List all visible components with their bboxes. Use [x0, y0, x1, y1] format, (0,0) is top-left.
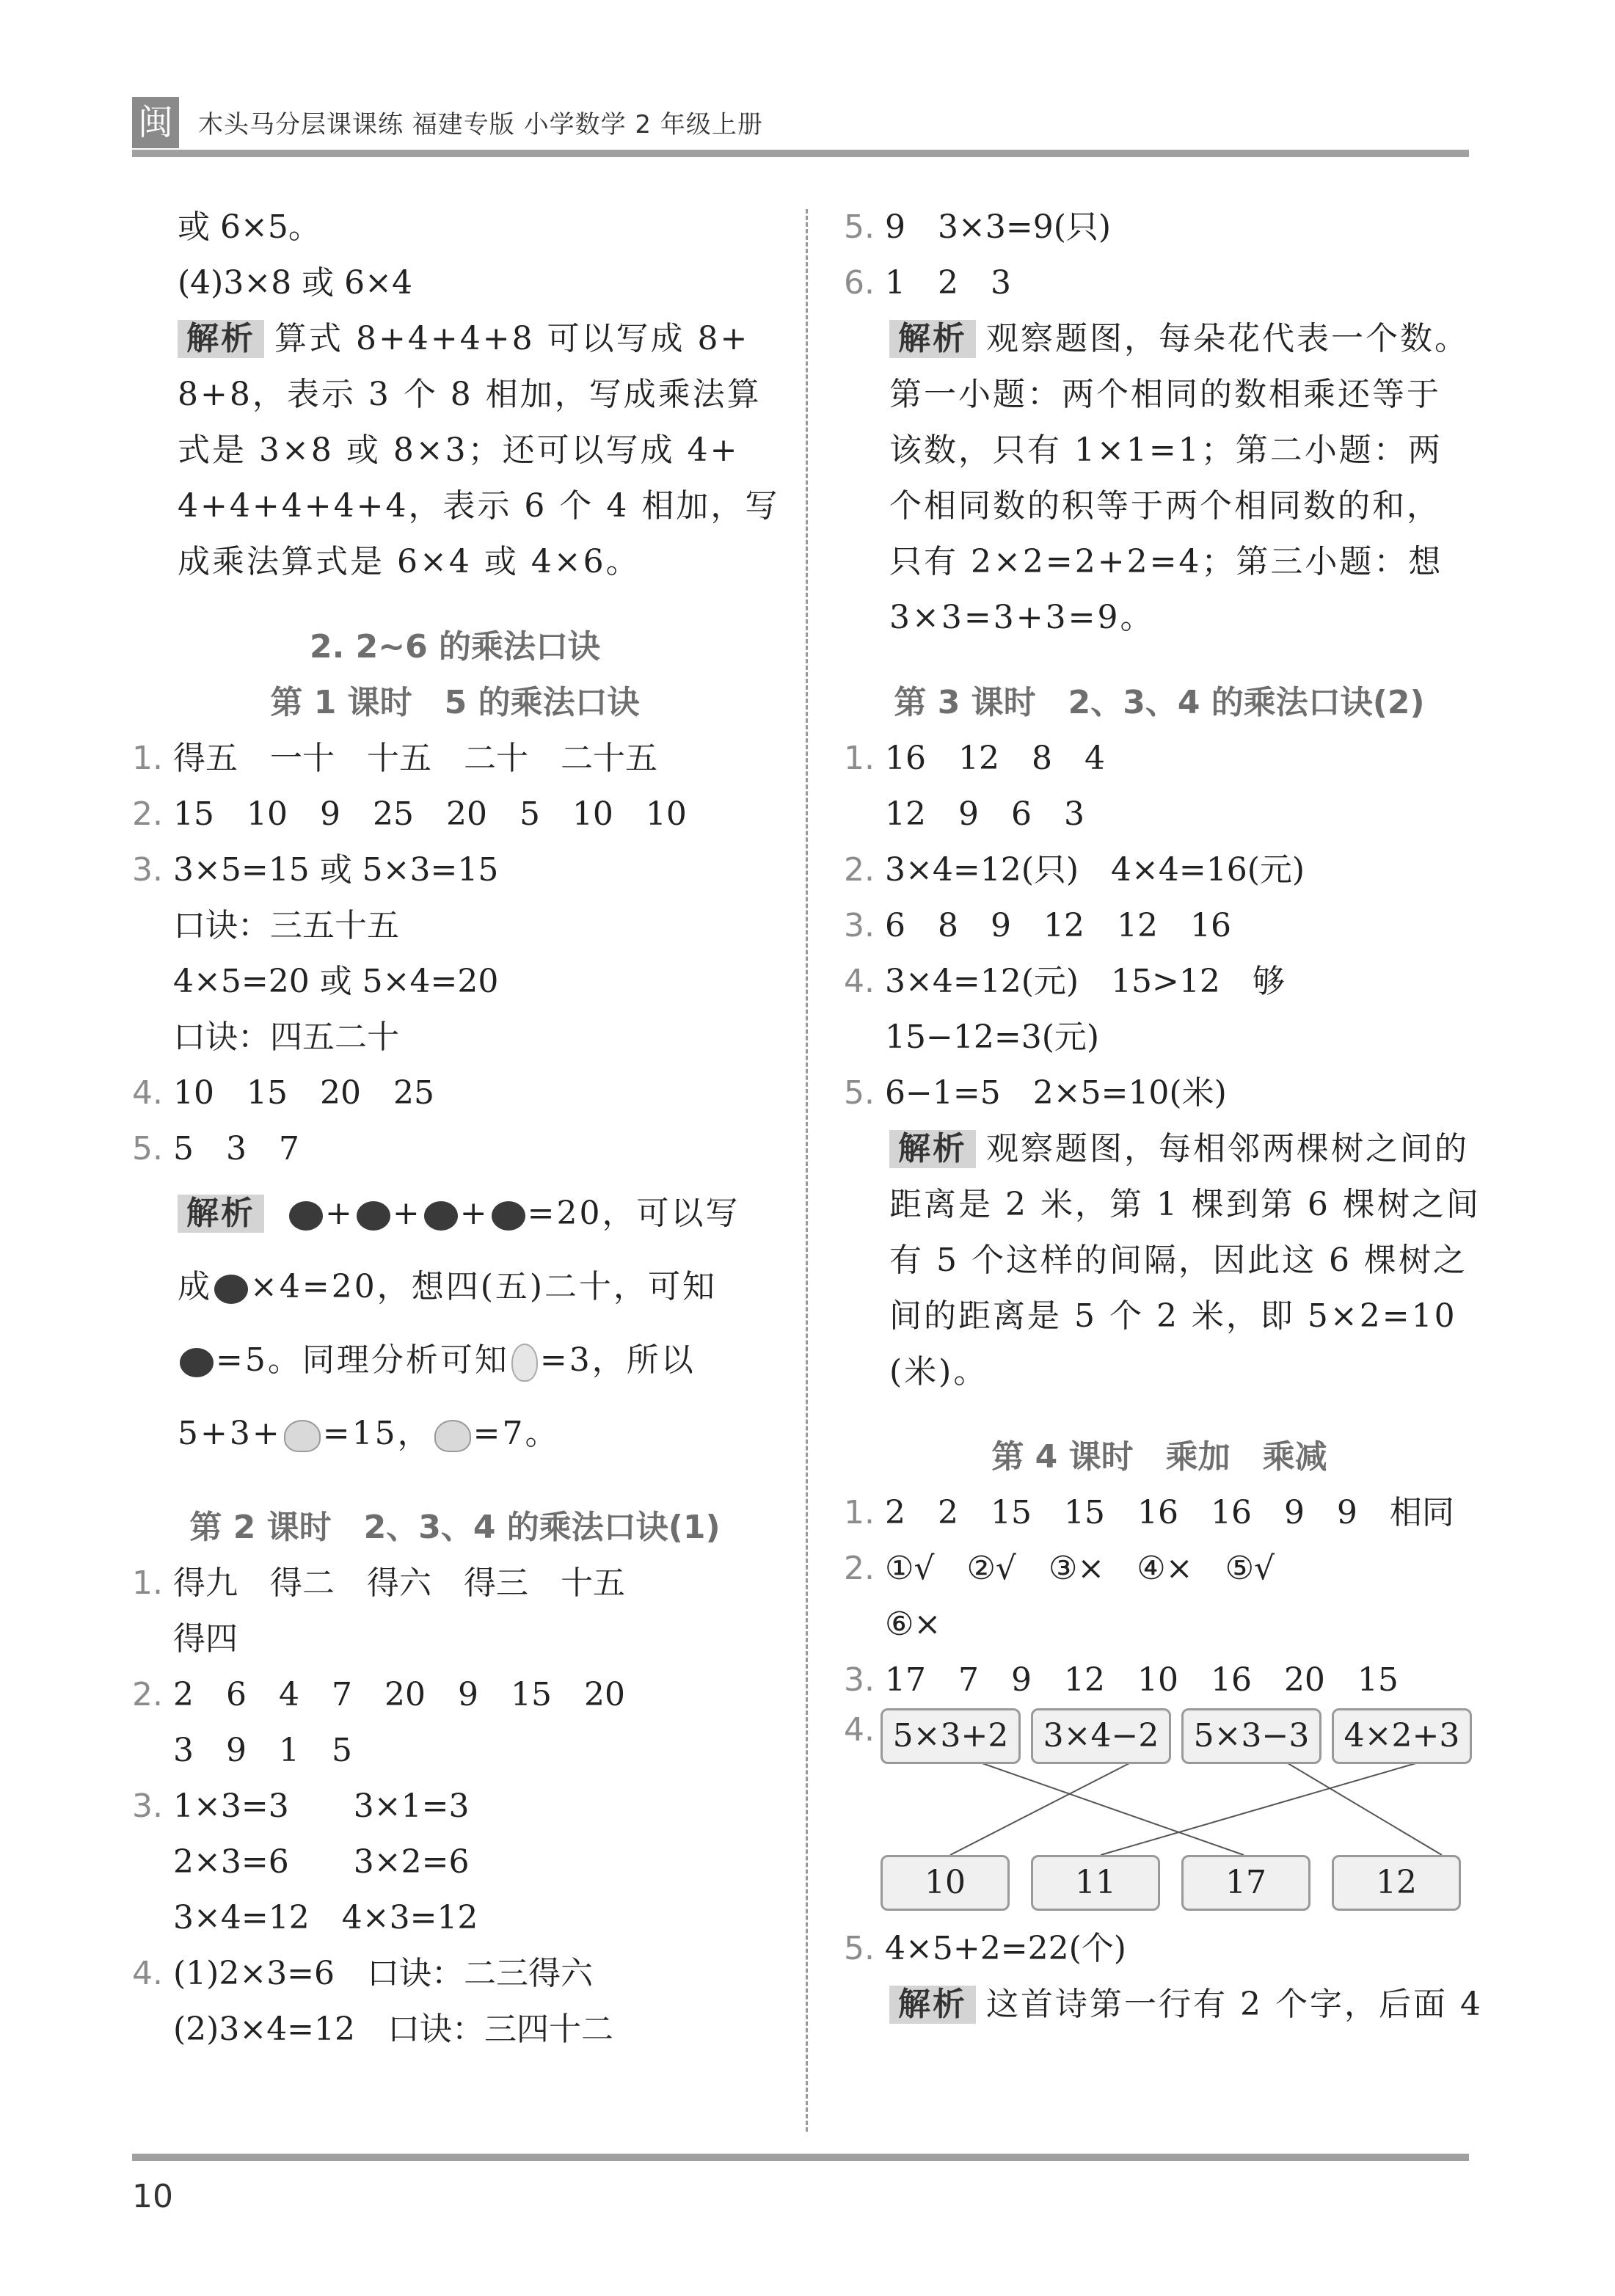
analysis-line: 成乘法算式是 6×4 或 4×6。	[178, 543, 641, 580]
analysis-line: 间的距离是 5 个 2 米，即 5×2=10	[889, 1297, 1457, 1335]
answer-line: 2×3=6 3×2=6	[173, 1843, 470, 1881]
answer-line: 3. 1×3=3 3×1=3	[132, 1787, 470, 1825]
analysis-line: 个相同数的积等于两个相同数的和，	[889, 487, 1441, 525]
footer-rule	[132, 2154, 1469, 2161]
apple-icon	[180, 1348, 214, 1377]
result-card: 17	[1181, 1855, 1310, 1911]
analysis-label: 解析	[889, 1130, 976, 1168]
analysis-line: 解析 这首诗第一行有 2 个字，后面 4	[844, 1977, 1475, 2033]
apple-icon	[424, 1201, 458, 1231]
match-line	[976, 1761, 1244, 1855]
analysis-line: 式是 3×8 或 8×3；还可以写成 4+	[178, 431, 740, 469]
analysis-line: 4+4+4+4+4，表示 6 个 4 相加，写	[178, 487, 780, 525]
answer-line: 3. 3×5=15 或 5×3=15	[132, 851, 499, 889]
analysis-label: 解析	[178, 320, 264, 358]
analysis-label: 解析	[889, 320, 976, 358]
analysis-line: 解析 观察题图，每相邻两棵树之间的	[844, 1121, 1475, 1177]
answer-line: 或 6×5。	[178, 208, 321, 246]
expression-card: 3×4−2	[1031, 1708, 1171, 1764]
analysis-label: 解析	[889, 1986, 976, 2024]
answer-line: 3×4=12 4×3=12	[173, 1899, 478, 1936]
result-card: 12	[1332, 1855, 1461, 1911]
analysis-line: 解析 观察题图，每朵花代表一个数。	[844, 311, 1475, 367]
answer-line: 1. 得五 一十 十五 二十 二十五	[132, 740, 657, 777]
lesson-title: 第 1 课时 5 的乘法口诀	[270, 684, 640, 721]
result-card: 10	[881, 1855, 1010, 1911]
answer-line: 4. (1)2×3=6 口诀：二三得六	[132, 1955, 594, 1992]
analysis-line: 只有 2×2=2+2=4；第三小题：想	[889, 543, 1443, 580]
answer-line: 3. 6 8 9 12 12 16	[844, 907, 1231, 944]
analysis-line: 有 5 个这样的间隔，因此这 6 棵树之	[889, 1242, 1468, 1279]
answer-line: 1. 得九 得二 得六 得三 十五	[132, 1564, 625, 1602]
page-number: 10	[132, 2178, 173, 2215]
match-line	[950, 1761, 1134, 1855]
answer-line: (4)3×8 或 6×4	[178, 264, 413, 302]
answer-line: 4. 3×4=12(元) 15>12 够	[844, 963, 1285, 1000]
apple-icon	[357, 1201, 390, 1231]
peach-icon	[434, 1420, 471, 1452]
match-line	[1284, 1761, 1442, 1855]
answer-line: 5. 6−1=5 2×5=10(米)	[844, 1074, 1227, 1112]
header-rule	[132, 150, 1469, 157]
analysis-line: =5。同理分析可知 =3，所以	[132, 1324, 778, 1397]
question-number: 4.	[844, 1711, 875, 1749]
analysis-line: 成 ×4=20，想四(五)二十，可知	[178, 1268, 718, 1305]
analysis-line: 3×3=3+3=9。	[889, 599, 1155, 636]
answer-line: 2. 3×4=12(只) 4×4=16(元)	[844, 851, 1305, 889]
left-column	[132, 200, 778, 2058]
matching-exercise	[844, 1708, 1475, 1921]
answer-line: 2. 15 10 9 25 20 5 10 10	[132, 795, 687, 833]
answer-line: 1. 2 2 15 15 16 16 9 9 相同	[844, 1494, 1454, 1531]
region-logo: 闽	[132, 97, 179, 148]
answer-line: ⑥×	[885, 1606, 941, 1643]
page-header	[132, 97, 1469, 156]
expression-card: 5×3+2	[881, 1708, 1021, 1764]
apple-icon	[289, 1201, 323, 1231]
expression-card: 5×3−3	[1181, 1708, 1321, 1764]
apple-icon	[492, 1201, 525, 1231]
peach-icon	[284, 1420, 321, 1452]
analysis-line: 解析 + + + =20，可以写	[132, 1177, 778, 1250]
answer-line: (2)3×4=12 口诀：三四十二	[173, 2011, 614, 2048]
analysis-line: 5+3+ =15， =7。	[178, 1415, 560, 1452]
answer-line: 6. 1 2 3	[844, 264, 1011, 302]
answer-line: 3 9 1 5	[173, 1732, 352, 1769]
analysis-line: 距离是 2 米，第 1 棵到第 6 棵树之间	[889, 1186, 1481, 1223]
analysis-line: 第一小题：两个相同的数相乘还等于	[889, 376, 1441, 413]
right-column	[844, 200, 1483, 2033]
unit-title: 2. 2~6 的乘法口诀	[309, 628, 601, 666]
result-card: 11	[1031, 1855, 1160, 1911]
answer-line: 4. 10 15 20 25	[132, 1074, 434, 1112]
pear-icon	[511, 1344, 538, 1382]
book-title: 木头马分层课课练 福建专版 小学数学 2 年级上册	[198, 110, 763, 139]
expression-card: 4×2+3	[1332, 1708, 1472, 1764]
apple-icon	[214, 1275, 248, 1304]
match-line	[1101, 1761, 1423, 1855]
answer-line: 5. 9 3×3=9(只)	[844, 208, 1112, 246]
answer-line: 3. 17 7 9 12 10 16 20 15	[844, 1661, 1399, 1699]
analysis-line: 该数，只有 1×1=1；第二小题：两	[889, 431, 1443, 469]
lesson-title: 第 3 课时 2、3、4 的乘法口诀(2)	[894, 684, 1425, 721]
answer-line: 口诀：三五十五	[173, 907, 399, 944]
answer-line: 12 9 6 3	[885, 795, 1084, 833]
answer-line: 5. 5 3 7	[132, 1130, 299, 1167]
answer-line: 口诀：四五二十	[173, 1018, 399, 1056]
analysis-label: 解析	[178, 1195, 264, 1233]
answer-line: 5. 4×5+2=22(个)	[844, 1930, 1126, 1967]
analysis-line: (米)。	[889, 1353, 988, 1391]
answer-line: 1. 16 12 8 4	[844, 740, 1105, 777]
lesson-title: 第 4 课时 乘加 乘减	[991, 1438, 1327, 1476]
analysis-line: 解析 算式 8+4+4+8 可以写成 8+	[132, 311, 778, 367]
column-divider	[806, 209, 808, 2132]
answer-line: 4×5=20 或 5×4=20	[173, 963, 499, 1000]
answer-line: 15−12=3(元)	[885, 1018, 1100, 1056]
analysis-line: 8+8，表示 3 个 8 相加，写成乘法算	[178, 376, 762, 413]
answer-line: 2. ①√ ②√ ③× ④× ⑤√	[844, 1550, 1275, 1587]
answer-line: 2. 2 6 4 7 20 9 15 20	[132, 1676, 625, 1713]
lesson-title: 第 2 课时 2、3、4 的乘法口诀(1)	[189, 1509, 721, 1546]
answer-line: 得四	[173, 1620, 238, 1658]
